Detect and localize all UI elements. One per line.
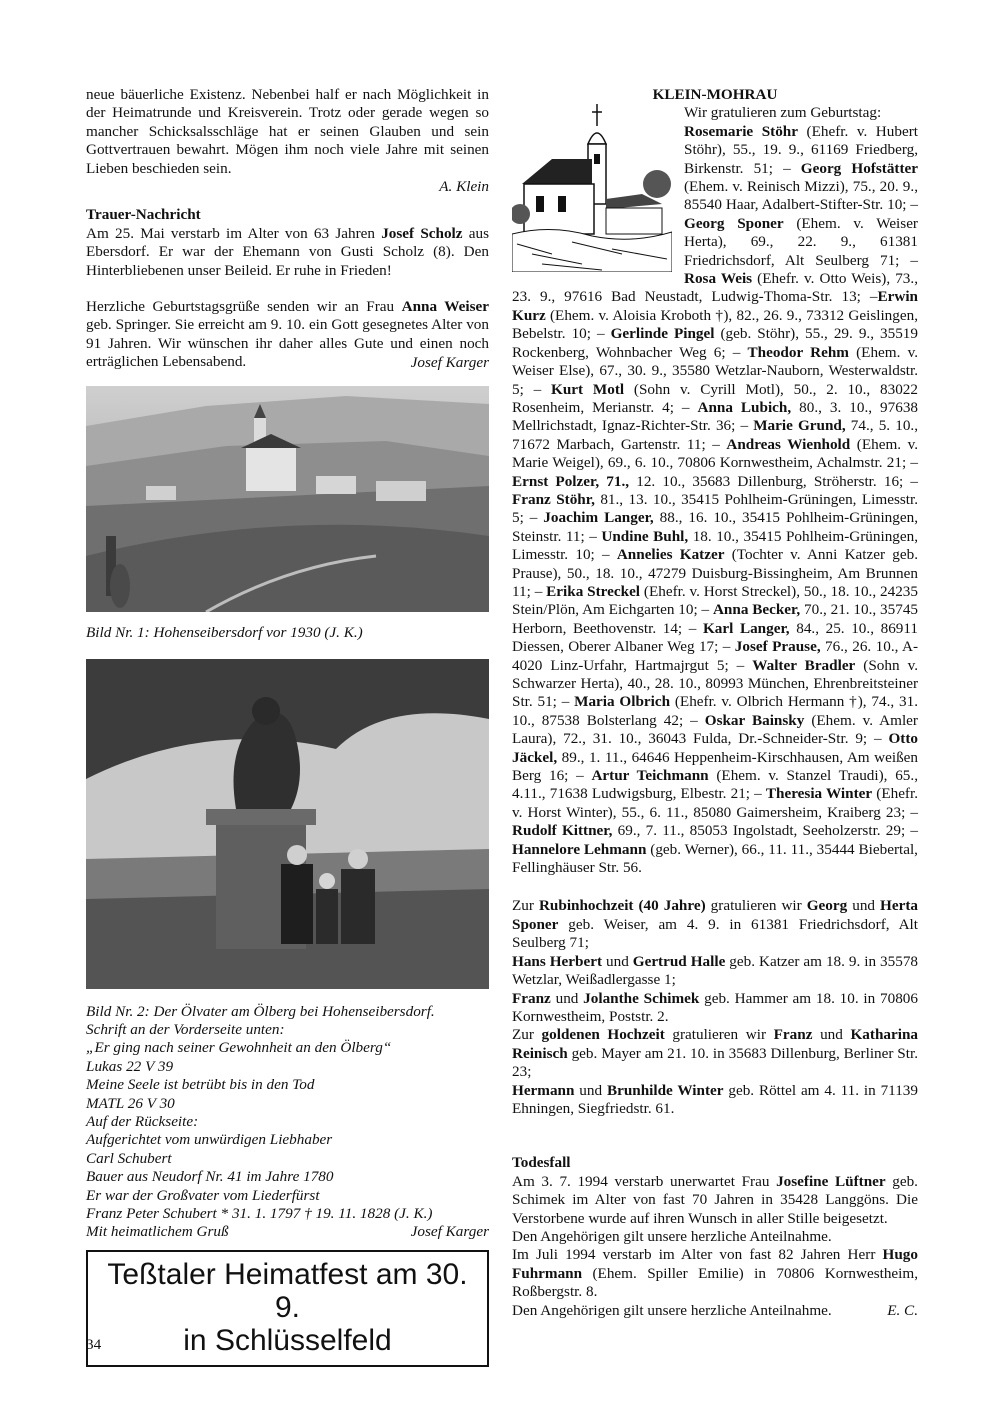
birthday-text: (geb. Werner), 66., 11. 11., 35444 Biebertal, Fellinghäuser Str. 56. (512, 840, 918, 877)
caption-line: Er war der Großvater vom Liederfürst (86, 1186, 320, 1204)
tod-closing (512, 1302, 918, 1320)
trauer-text-b: aus Ebersdorf. Er war der Ehemann von Gusti Scholz (8). Den Hinterbliebenen unser Beileid. Er ruhe in Frieden! (86, 224, 489, 279)
birthday-text: (Ehefr. v. Hubert Stöhr), 55., 19. 9., 61169 Friedberg, Birkenstr. 51; – (684, 122, 918, 177)
birthday-text: (Ehem. v. Weiser Herta), 69., 22. 9., 61381 Friedrichsdorf, Alt Seulberg 71; – (684, 214, 918, 269)
tod-condolence: Den Angehörigen gilt unsere herzliche Anteilnahme. (512, 1227, 832, 1245)
birthday-text: 18. 10., 35415 Pohlheim-Grüningen, Limesstr. 10; – (512, 527, 919, 564)
anniv-bold: Georg (806, 897, 848, 915)
anniv-bold: Franz (512, 989, 551, 1007)
caption-line: Aufgerichtet vom unwürdigen Liebhaber (86, 1131, 333, 1149)
anniv-text: und (847, 897, 881, 915)
caption-line: Auf der Rückseite: (86, 1112, 199, 1130)
birthday-name: Anna Lubich, (697, 398, 792, 416)
birthday-name: Undine Buhl, (601, 527, 689, 545)
birthday-name: Oskar Bainsky (704, 711, 805, 729)
tod-text: Am 3. 7. 1994 verstarb unerwartet Frau (512, 1172, 777, 1190)
birthday-name: Hannelore Lehmann (512, 840, 647, 858)
birthday-text: (Ehefr. v. Horst Winter), 55., 6. 11., 85080 Gaimersheim, Kraiberg 23; – (512, 785, 919, 821)
todesfall-entry-2 (512, 1246, 918, 1301)
birthday-text: 88., 16. 10., 35415 Pohlheim-Grüningen, Steinstr. 11; – (512, 509, 918, 545)
photo-2-caption (86, 1003, 489, 1242)
tod-text: geb. Schimek im Alter von fast 70 Jahren in 35428 Langgöns. Die Verstorbene wurde auf ihren Wunsch in aller Stille beigesetzt. (512, 1172, 918, 1227)
caption-closing (86, 1223, 489, 1241)
anniversary-entry (512, 897, 918, 952)
caption-line: Franz Peter Schubert * 31. 1. 1797 † 19. 11. 1828 (J. K.) (86, 1204, 433, 1222)
birthday-name: Kurt Motl (551, 380, 625, 398)
anniv-bold: Rubinhochzeit (40 Jahre) (538, 897, 706, 915)
birthday-name: Georg Hofstätter (800, 159, 919, 177)
anniv-text: geb. Katzer am 18. 9. in 35578 Wetzlar, Weißadlergasse 1; (512, 952, 919, 989)
anniv-text: und (574, 1081, 607, 1099)
birthday-name: Theodor Rehm (747, 343, 849, 361)
klein-mohrau-heading: KLEIN-MOHRAU (652, 86, 778, 103)
anniversary-entry (512, 953, 918, 990)
birthday-name: Theresia Winter (765, 785, 873, 803)
birthday-name: Joachim Langer, (543, 509, 654, 527)
birthday-name: Rosemarie Stöhr (684, 122, 798, 140)
birthday-text: 76., 26. 10., A-4020 Linz-Urfahr, Hartmajrgut 5; – (512, 638, 919, 674)
tod-author: E. C. (887, 1301, 918, 1319)
birthday-intro-block (684, 104, 918, 122)
anniversary-entry (512, 1082, 918, 1119)
church-illustration (512, 104, 672, 272)
page-number: 34 (86, 1336, 102, 1353)
birthday-text: (Ehem. v. Amler Laura), 72., 31. 10., 36043 Fulda, Dr.-Schneider-Str. 9; – (512, 711, 918, 748)
birthday-text: 80., 3. 10., 97638 Mellrichstadt, Ignaz-Richter-Str. 36; – (512, 398, 919, 435)
caption-line: Lukas 22 V 39 (86, 1057, 174, 1075)
anniv-bold: Herta Sponer (512, 897, 918, 933)
birthday-text: (Sohn v. Cyrill Motl), 50., 2. 10., 83022 Rosenheim, Merianstr. 4; – (512, 380, 918, 416)
birthday-text: 12. 10., 35683 Dillenburg, Ströherstr. 16; – (629, 472, 918, 490)
birthday-text: (Ehem. v. Weiser Else), 67., 30. 9., 35580 Wetzlar-Nauborn, Westerwaldstr. 5; – (512, 343, 918, 398)
birthday-name: Karl Langer, (702, 619, 790, 637)
caption-line: „Er ging nach seiner Gewohnheit an den Ölberg“ (86, 1039, 392, 1057)
greeting-text-b: geb. Springer. Sie erreicht am 9. 10. ein Gott gesegnetes Alter von 91 Jahren. Wir wünschen ihr daher alles Gute und einen noch erträglichen Lebensabend. (86, 316, 489, 371)
birthday-name: Franz Stöhr, (512, 490, 595, 508)
caption-line: Bauer aus Neudorf Nr. 41 im Jahre 1780 (86, 1168, 334, 1186)
birthday-name: Artur Teichmann (591, 767, 709, 785)
anniv-bold: Franz (773, 1026, 813, 1044)
tod-text: Im Juli 1994 verstarb im Alter von fast 82 Jahren Herr (512, 1246, 883, 1264)
banner-line-2: in Schlüsselfeld (183, 1323, 392, 1357)
anniv-text: Zur (512, 1026, 542, 1044)
anniversary-entry (512, 1026, 918, 1081)
anniv-text: geb. Mayer am 21. 10. in 35683 Dillenburg, Berliner Str. 23; (512, 1044, 918, 1081)
birthday-text: (Ehem. v. Stanzel Traudi), 65., 4.11., 71638 Ludwigsburg, Elbestr. 21; – (512, 767, 918, 803)
birthday-name: Rosa Weis (684, 270, 753, 288)
tod-name: Josefine Lüftner (776, 1172, 886, 1190)
birthday-text: (Ehefr. v. Otto Weis), 73., 23. 9., 97616 Bad Neustadt, Ludwig-Thoma-Str. 13; – (512, 270, 918, 306)
todesfall-heading: Todesfall (512, 1154, 571, 1172)
anniv-text: Zur (512, 897, 539, 915)
birthday-text: (Sohn v. Schwarzer Herta), 40., 28. 10., 80993 München, Ehrenbreitsteiner Str. 51; – (512, 656, 918, 711)
closing-author: Josef Karger (410, 1223, 489, 1241)
birthday-name: Rudolf Kittner, (512, 822, 613, 840)
anniversary-section (512, 897, 918, 1118)
anniv-bold: Hermann (512, 1081, 575, 1099)
caption-line: Meine Seele ist betrübt bis in den Tod (86, 1076, 315, 1094)
anniv-text: geb. Röttel am 4. 11. in 71139 Ehningen, Siegfriedstr. 61. (512, 1081, 918, 1117)
banner-line-1: Teßtaler Heimatfest am 30. 9. (107, 1257, 468, 1324)
trauer-heading: Trauer-Nachricht (86, 206, 201, 224)
anniv-text: und (550, 989, 584, 1007)
intro-paragraph (86, 86, 489, 178)
birthday-text: (geb. Stöhr), 55., 29. 9., 35519 Rockenberg, Wohnbacher Weg 6; – (512, 325, 918, 361)
birthday-text: 81., 13. 10., 35415 Pohlheim-Grüningen, Limesstr. 5; – (512, 490, 918, 527)
anniv-text: gratulieren wir (664, 1026, 774, 1044)
anniv-text: und (812, 1026, 851, 1044)
birthday-text: (Tochter v. Anni Katzer geb. Prause), 50., 18. 10., 47279 Duisburg-Bissingheim, Am Brunnen 11; – (512, 546, 918, 600)
birthday-name: Josef Prause, (734, 638, 821, 656)
greeting-author: Josef Karger (410, 353, 489, 371)
birthday-text: (Ehefr. v. Olbrich Hermann †), 74., 31. 10., 87538 Bolsterlang 42; – (512, 693, 918, 729)
caption-line: Bild Nr. 2: Der Ölvater am Ölberg bei Hohenseibersdorf. (86, 1002, 435, 1020)
birthday-name: Anna Becker, (712, 601, 801, 619)
birthday-name: Walter Bradler (752, 656, 856, 674)
closing-text: Mit heimatlichem Gruß (86, 1223, 229, 1241)
birthday-name: Georg Sponer (684, 214, 784, 232)
birthday-name: Gerlinde Pingel (610, 325, 715, 343)
anniv-bold: Gertrud Halle (632, 952, 726, 970)
birthday-intro: Wir gratulieren zum Geburtstag: (684, 104, 882, 122)
birthday-name: Marie Grund, (753, 417, 846, 435)
trauer-text-a: Am 25. Mai verstarb im Alter von 63 Jahren (86, 224, 382, 242)
birthday-text: 70., 21. 10., 35745 Herborn, Beethovenstr. 14; – (512, 601, 919, 637)
trauer-name: Josef Scholz (381, 224, 463, 242)
anniv-bold: Jolanthe Schimek (583, 989, 700, 1007)
birthday-text: (Ehem. v. Aloisia Kroboth †), 82., 26. 9., 73312 Geislingen, Bebelstr. 10; – (512, 306, 918, 343)
anniv-bold: Brunhilde Winter (606, 1081, 724, 1099)
tod-condolence: Den Angehörigen gilt unsere herzliche Anteilnahme. (512, 1301, 832, 1319)
anniversary-entry (512, 990, 918, 1027)
birthday-text: (Ehefr. v. Horst Streckel), 50., 18. 10., 24235 Stein/Plön, Am Eichgarten 10; – (512, 582, 918, 619)
birthday-text: 84., 25. 10., 86911 Diessen, Oberer Albaner Weg 17; – (512, 619, 919, 656)
birthday-section (512, 104, 918, 877)
anniv-bold: Katharina Reinisch (512, 1026, 918, 1062)
anniv-text: gratulieren wir (705, 897, 807, 915)
birthday-name: Otto Jäckel, (512, 730, 918, 766)
birthday-text: 74., 5. 10., 71672 Marbach, Gartenstr. 11; – (512, 417, 919, 453)
birthday-text: 89., 1. 11., 64646 Heppenheim-Kirschhausen, Am weißen Berg 16; – (512, 748, 918, 785)
photo-1-village (86, 386, 489, 612)
photo-1-caption: Bild Nr. 1: Hohenseibersdorf vor 1930 (J. K.) (86, 624, 363, 642)
anniv-text: geb. Hammer am 18. 10. in 70806 Kornwestheim, Poststr. 2. (512, 989, 918, 1025)
birthday-name: Andreas Wienhold (726, 435, 851, 453)
birthday-name: Erika Streckel (546, 582, 641, 600)
tod-text: (Ehem. Spiller Emilie) in 70806 Kornwestheim, Roßbergstr. 8. (512, 1264, 918, 1301)
caption-line: Carl Schubert (86, 1149, 172, 1167)
birthday-name: Maria Olbrich (574, 693, 671, 711)
intro-author: A. Klein (439, 178, 489, 196)
birthday-text: (Ehem. v. Reinisch Mizzi), 75., 20. 9., 85540 Haar, Adalbert-Stifter-Str. 10; – (684, 178, 918, 214)
trauer-paragraph (86, 225, 489, 280)
caption-line: MATL 26 V 30 (86, 1094, 175, 1112)
anniv-text: geb. Weiser, am 4. 9. in 61381 Friedrichsdorf, Alt Seulberg 71; (512, 915, 918, 952)
anniv-bold: goldenen Hochzeit (541, 1026, 665, 1044)
caption-line: Schrift an der Vorderseite unten: (86, 1020, 285, 1038)
intro-text: neue bäuerliche Existenz. Nebenbei half er nach Möglichkeit in der Heimatrunde und Kreisverein. Trotz oder gerade wegen so mancher Schicksalsschläge hat er seinen Glauben und sein Gottvertrauen bewahrt. Mögen ihm noch viele Jahre mit seinen Lieben beschieden sein. (86, 86, 489, 177)
left-column (86, 86, 489, 1367)
birthday-name: Ernst Polzer, 71., (512, 472, 630, 490)
heimatfest-banner (86, 1250, 489, 1367)
todesfall-section (512, 1154, 918, 1320)
photo-2-statue (86, 659, 489, 989)
birthday-name: Annelies Katzer (616, 546, 725, 564)
tod-name: Hugo Fuhrmann (512, 1246, 918, 1282)
right-column (512, 86, 918, 1320)
birthday-name: Erwin Kurz (512, 288, 918, 324)
anniv-bold: Hans Herbert (512, 952, 603, 970)
anniv-text: und (602, 952, 633, 970)
greeting-text-a: Herzliche Geburtstagsgrüße senden wir an Frau (86, 298, 402, 316)
birthday-text: (Ehem. v. Marie Weigel), 69., 6. 10., 70806 Kornwestheim, Achalmstr. 21; – (512, 435, 918, 472)
greeting-name: Anna Weiser (401, 298, 489, 316)
todesfall-entry-1 (512, 1173, 918, 1228)
birthday-text: 69., 7. 11., 85053 Ingolstadt, Seeholzerstr. 29; – (612, 822, 918, 840)
